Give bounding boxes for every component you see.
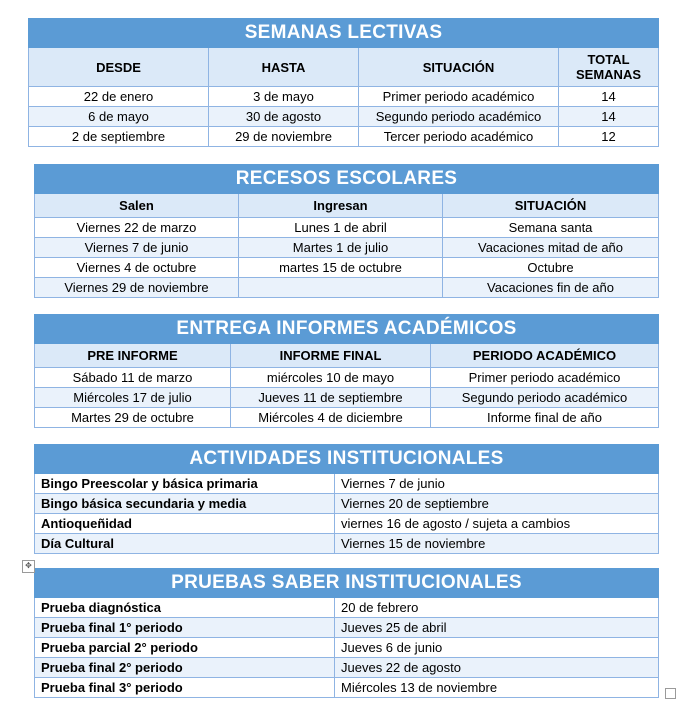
pruebas-table (34, 568, 659, 698)
semanas-header-situacion: SITUACIÓN (359, 48, 559, 87)
cell: Informe final de año (431, 408, 659, 428)
table-move-handle-icon[interactable]: ✥ (22, 560, 35, 573)
cell: Martes 1 de julio (239, 238, 443, 258)
cell: Sábado 11 de marzo (35, 368, 231, 388)
table-header-row (35, 194, 659, 218)
cell: Semana santa (443, 218, 659, 238)
table-row (35, 278, 659, 298)
table-row (29, 127, 659, 147)
cell-label: Antioqueñidad (35, 514, 335, 534)
cell: Vacaciones mitad de año (443, 238, 659, 258)
cell: Viernes 29 de noviembre (35, 278, 239, 298)
table-row (35, 494, 659, 514)
recesos-header-situacion: SITUACIÓN (443, 194, 659, 218)
cell: 14 (559, 107, 659, 127)
table-row (35, 258, 659, 278)
cell: Segundo periodo académico (431, 388, 659, 408)
cell-label: Prueba final 3° periodo (35, 678, 335, 698)
cell: 30 de agosto (209, 107, 359, 127)
semanas-header-desde: DESDE (29, 48, 209, 87)
semanas-table (28, 18, 659, 147)
table-pruebas-saber (34, 568, 659, 698)
table-row (35, 514, 659, 534)
cell-label: Prueba diagnóstica (35, 598, 335, 618)
cell: Martes 29 de octubre (35, 408, 231, 428)
table-title-row (35, 445, 659, 474)
cell-value: 20 de febrero (335, 598, 659, 618)
table-entrega-informes (34, 314, 659, 428)
cell: miércoles 10 de mayo (231, 368, 431, 388)
cell: Octubre (443, 258, 659, 278)
recesos-table (34, 164, 659, 298)
informes-header-pre: PRE INFORME (35, 344, 231, 368)
table-recesos-escolares (34, 164, 659, 298)
table-semanas-lectivas (28, 18, 659, 147)
cell: 14 (559, 87, 659, 107)
table-row (35, 658, 659, 678)
cell: Segundo periodo académico (359, 107, 559, 127)
cell: Viernes 22 de marzo (35, 218, 239, 238)
table-resize-handle-icon[interactable] (665, 688, 676, 699)
semanas-header-total: TOTAL SEMANAS (559, 48, 659, 87)
cell: Viernes 4 de octubre (35, 258, 239, 278)
informes-header-periodo: PERIODO ACADÉMICO (431, 344, 659, 368)
cell-label: Bingo Preescolar y básica primaria (35, 474, 335, 494)
table-row (35, 218, 659, 238)
table-row (35, 388, 659, 408)
cell: Viernes 7 de junio (35, 238, 239, 258)
cell: martes 15 de octubre (239, 258, 443, 278)
table-row (35, 638, 659, 658)
cell: 2 de septiembre (29, 127, 209, 147)
table-title-row (29, 19, 659, 48)
cell-label: Prueba final 1° periodo (35, 618, 335, 638)
cell: Vacaciones fin de año (443, 278, 659, 298)
cell-value: viernes 16 de agosto / sujeta a cambios (335, 514, 659, 534)
table-row (35, 618, 659, 638)
cell-value: Miércoles 13 de noviembre (335, 678, 659, 698)
cell: Miércoles 4 de diciembre (231, 408, 431, 428)
cell-value: Jueves 6 de junio (335, 638, 659, 658)
cell: Tercer periodo académico (359, 127, 559, 147)
cell: Miércoles 17 de julio (35, 388, 231, 408)
pruebas-title: PRUEBAS SABER INSTITUCIONALES (35, 569, 659, 598)
recesos-header-salen: Salen (35, 194, 239, 218)
cell-label: Día Cultural (35, 534, 335, 554)
table-row (35, 534, 659, 554)
semanas-header-hasta: HASTA (209, 48, 359, 87)
semanas-title: SEMANAS LECTIVAS (29, 19, 659, 48)
table-row (29, 87, 659, 107)
recesos-header-ingresan: Ingresan (239, 194, 443, 218)
cell: Jueves 11 de septiembre (231, 388, 431, 408)
cell: 3 de mayo (209, 87, 359, 107)
actividades-title: ACTIVIDADES INSTITUCIONALES (35, 445, 659, 474)
table-row (35, 598, 659, 618)
cell-value: Jueves 22 de agosto (335, 658, 659, 678)
table-title-row (35, 569, 659, 598)
cell: Primer periodo académico (431, 368, 659, 388)
cell: 22 de enero (29, 87, 209, 107)
table-actividades-institucionales (34, 444, 659, 554)
cell-value: Viernes 15 de noviembre (335, 534, 659, 554)
cell: Lunes 1 de abril (239, 218, 443, 238)
cell-value: Viernes 7 de junio (335, 474, 659, 494)
cell: Primer periodo académico (359, 87, 559, 107)
cell-value: Jueves 25 de abril (335, 618, 659, 638)
informes-title: ENTREGA INFORMES ACADÉMICOS (35, 315, 659, 344)
cell-value: Viernes 20 de septiembre (335, 494, 659, 514)
recesos-title: RECESOS ESCOLARES (35, 165, 659, 194)
table-row (35, 474, 659, 494)
cell: 12 (559, 127, 659, 147)
table-title-row (35, 165, 659, 194)
table-row (35, 368, 659, 388)
cell-label: Prueba parcial 2° periodo (35, 638, 335, 658)
cell (239, 278, 443, 298)
table-row (35, 238, 659, 258)
table-row (35, 408, 659, 428)
informes-header-final: INFORME FINAL (231, 344, 431, 368)
table-header-row (35, 344, 659, 368)
table-header-row (29, 48, 659, 87)
table-title-row (35, 315, 659, 344)
informes-table (34, 314, 659, 428)
table-row (29, 107, 659, 127)
cell-label: Prueba final 2° periodo (35, 658, 335, 678)
cell: 6 de mayo (29, 107, 209, 127)
table-row (35, 678, 659, 698)
actividades-table (34, 444, 659, 554)
cell-label: Bingo básica secundaria y media (35, 494, 335, 514)
cell: 29 de noviembre (209, 127, 359, 147)
